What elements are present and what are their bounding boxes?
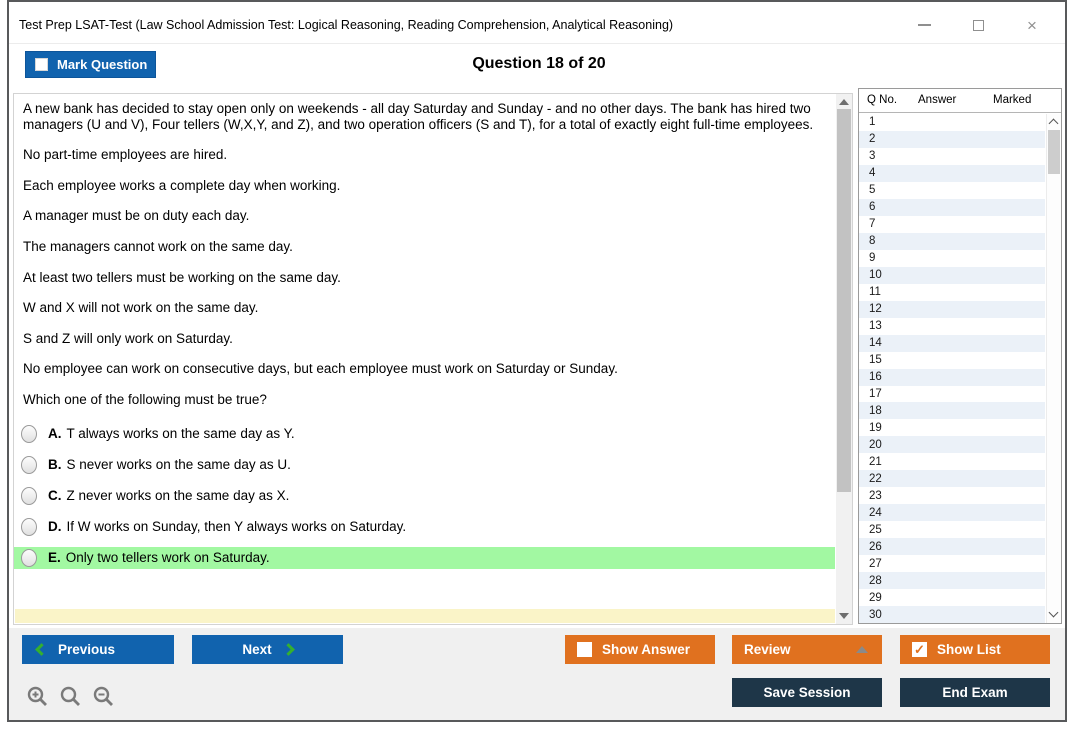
row-question-number: 21 [869,455,882,468]
question-paragraphs [14,101,835,408]
chevron-right-icon [282,643,295,656]
option-letter: C. [48,488,62,504]
question-list-row-21[interactable] [859,453,1045,470]
save-session-label: Save Session [763,685,851,700]
panel-scrollbar-thumb[interactable] [1048,130,1060,174]
row-question-number: 17 [869,387,882,400]
question-list-row-18[interactable] [859,402,1045,419]
question-list-row-26[interactable] [859,538,1045,555]
question-list-row-7[interactable] [859,216,1045,233]
panel-scroll-up-icon[interactable] [1049,119,1059,129]
option-text: S never works on the same day as U. [66,457,291,473]
row-question-number: 27 [869,557,882,570]
radio-button[interactable] [21,549,37,567]
question-paragraph: Each employee works a complete day when working. [23,177,341,193]
row-question-number: 9 [869,252,876,265]
option-letter: B. [48,457,62,473]
question-content-area [13,93,853,625]
show-list-label: Show List [937,642,1001,657]
row-question-number: 11 [869,286,881,299]
radio-button[interactable] [21,518,37,536]
question-paragraph: A manager must be on duty each day. [23,208,250,224]
review-label: Review [744,642,791,657]
row-question-number: 20 [869,438,882,451]
scrollbar-thumb[interactable] [837,109,851,492]
minimize-icon [918,24,931,26]
app-window [7,0,1067,722]
row-question-number: 16 [869,371,882,384]
row-question-number: 12 [869,303,882,316]
row-question-number: 2 [869,133,876,146]
row-question-number: 18 [869,404,882,417]
mark-question-label: Mark Question [57,57,148,72]
question-paragraph: S and Z will only work on Saturday. [23,330,233,346]
title-bar [9,2,1065,44]
window-controls [909,14,1047,36]
maximize-icon [973,20,984,31]
panel-scrollbar[interactable] [1046,114,1061,623]
question-list-row-3[interactable] [859,148,1045,165]
answer-options [14,423,835,569]
question-list-row-12[interactable] [859,301,1045,318]
question-paragraph: A new bank has decided to stay open only on weekends - all day Saturday and Sunday - and no other days. The bank has hired two managers (U and V), Four tellers (W,X,Y, and Z), and two operation officers (S and T), for a total of exactly eight full-time employees. [23,101,814,132]
save-session-button[interactable] [732,678,882,707]
question-list-header [859,89,1061,113]
scroll-down-icon[interactable] [839,613,849,619]
question-list-row-30[interactable] [859,606,1045,623]
question-list-panel [858,88,1062,624]
radio-button[interactable] [21,456,37,474]
question-list-row-11[interactable] [859,284,1045,301]
row-question-number: 10 [869,269,882,282]
radio-button[interactable] [21,425,37,443]
question-list-rows [859,114,1045,623]
answer-option-b[interactable] [14,454,835,476]
row-question-number: 24 [869,506,882,519]
option-text: Only two tellers work on Saturday. [65,550,270,566]
question-list-row-5[interactable] [859,182,1045,199]
question-list-row-14[interactable] [859,335,1045,352]
row-question-number: 22 [869,472,882,485]
show-list-checkbox[interactable]: ✓ [912,642,927,657]
end-exam-button[interactable] [900,678,1050,707]
show-answer-checkbox[interactable] [577,642,592,657]
question-paragraph: At least two tellers must be working on the same day. [23,269,341,285]
maximize-button[interactable] [963,14,993,36]
zoom-out-icon[interactable] [92,685,116,709]
row-question-number: 1 [869,116,876,129]
question-list-row-6[interactable] [859,199,1045,216]
radio-button[interactable] [21,487,37,505]
row-question-number: 28 [869,574,882,587]
row-question-number: 8 [869,235,876,248]
row-question-number: 19 [869,421,882,434]
question-list-row-24[interactable] [859,504,1045,521]
row-question-number: 6 [869,201,876,214]
col-header-answer: Answer [918,94,957,106]
question-list-row-28[interactable] [859,572,1045,589]
row-question-number: 25 [869,523,882,536]
option-text: T always works on the same day as Y. [66,426,295,442]
question-list-row-13[interactable] [859,318,1045,335]
question-list-row-19[interactable] [859,419,1045,436]
window-title: Test Prep LSAT-Test (Law School Admission Test: Logical Reasoning, Reading Comprehension, Analytical Reasoning) [19,18,674,32]
question-list-row-16[interactable] [859,369,1045,386]
question-counter: Question 18 of 20 [472,55,606,72]
end-exam-label: End Exam [942,685,1008,700]
show-answer-button[interactable] [565,635,715,664]
question-paragraph: Which one of the following must be true? [23,391,267,407]
next-label: Next [242,642,272,657]
row-question-number: 15 [869,354,882,367]
option-letter: A. [48,426,62,442]
mark-question-checkbox[interactable] [35,58,48,71]
question-list-row-1[interactable] [859,114,1045,131]
row-question-number: 29 [869,591,882,604]
question-list-row-4[interactable] [859,165,1045,182]
question-list-row-20[interactable] [859,436,1045,453]
question-list-row-17[interactable] [859,386,1045,403]
col-header-marked: Marked [993,94,1032,106]
row-question-number: 26 [869,540,882,553]
mark-question-button[interactable] [25,51,156,78]
row-question-number: 13 [869,320,882,333]
footer-bar [9,628,1065,720]
question-list-row-25[interactable] [859,521,1045,538]
row-question-number: 5 [869,184,876,197]
row-question-number: 30 [869,608,882,621]
option-text: If W works on Sunday, then Y always works on Saturday. [66,519,407,535]
col-header-qno: Q No. [867,94,898,106]
scroll-up-icon[interactable] [839,99,849,105]
answer-option-c[interactable] [14,485,835,507]
question-list-row-15[interactable] [859,352,1045,369]
up-triangle-icon [856,646,868,653]
row-question-number: 7 [869,218,876,231]
minimize-button[interactable] [909,14,939,36]
question-list-row-10[interactable] [859,267,1045,284]
zoom-reset-icon[interactable] [59,685,83,709]
zoom-controls [26,685,116,709]
zoom-in-icon[interactable] [26,685,50,709]
question-paragraph: No employee can work on consecutive days, but each employee must work on Saturday or Sunday. [23,361,618,377]
question-list-row-9[interactable] [859,250,1045,267]
previous-label: Previous [58,642,116,657]
answer-option-a[interactable] [14,423,835,445]
answer-option-e[interactable] [14,547,835,569]
question-paragraph: W and X will not work on the same day. [23,300,259,316]
option-letter: D. [48,519,62,535]
row-question-number: 23 [869,489,882,502]
option-text: Z never works on the same day as X. [66,488,290,504]
question-list-row-2[interactable] [859,131,1045,148]
next-button[interactable] [192,635,343,664]
answer-option-d[interactable] [14,516,835,538]
row-question-number: 14 [869,337,882,350]
question-list-row-29[interactable] [859,589,1045,606]
option-letter: E. [48,550,61,566]
review-button[interactable] [732,635,882,664]
question-paragraph: The managers cannot work on the same day. [23,238,293,254]
question-list-row-22[interactable] [859,470,1045,487]
question-paragraph: No part-time employees are hired. [23,147,228,163]
row-question-number: 3 [869,150,876,163]
show-answer-label: Show Answer [602,642,691,657]
panel-scroll-down-icon[interactable] [1049,608,1059,618]
explanation-strip [15,609,835,623]
close-icon: × [1027,15,1037,35]
question-list-row-8[interactable] [859,233,1045,250]
question-list-row-27[interactable] [859,555,1045,572]
previous-button[interactable] [22,635,174,664]
question-list-row-23[interactable] [859,487,1045,504]
row-question-number: 4 [869,167,876,180]
chevron-left-icon [35,643,48,656]
close-button[interactable] [1017,14,1047,36]
content-scrollbar[interactable] [836,94,852,624]
show-list-button[interactable] [900,635,1050,664]
